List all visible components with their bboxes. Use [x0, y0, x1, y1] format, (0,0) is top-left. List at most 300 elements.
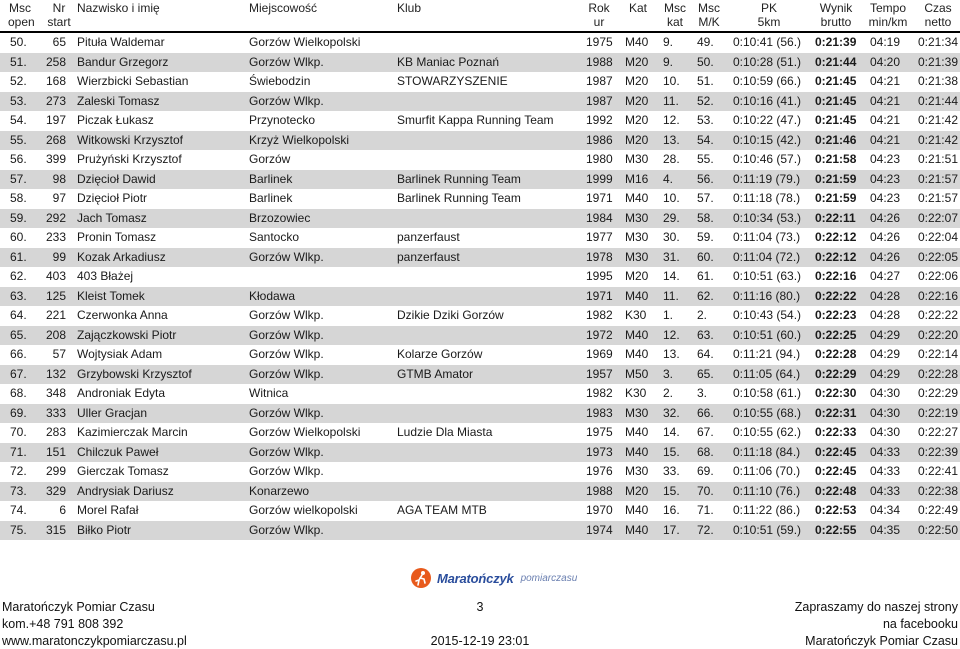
cell-club: Dzikie Dziki Gorzów — [397, 308, 504, 322]
cell-year: 1980 — [586, 152, 613, 166]
cell-year: 1986 — [586, 132, 613, 147]
cell-club: GTMB Amator — [397, 366, 474, 381]
header-pk-5km: PK 5km — [757, 1, 781, 29]
table-row — [0, 365, 960, 385]
cell-place: 51. — [10, 54, 27, 69]
cell-year: 1999 — [586, 171, 613, 186]
cell-cat-place: 2. — [663, 386, 674, 400]
cell-net-time: 0:21:38 — [917, 74, 958, 88]
cell-net-time: 0:22:28 — [917, 366, 958, 381]
header-name: Nazwisko i imię — [77, 1, 160, 15]
table-row — [0, 92, 960, 112]
cell-bib: 168 — [45, 74, 66, 88]
results-table — [0, 33, 960, 540]
cell-place: 56. — [10, 152, 27, 166]
cell-name: Chilczuk Paweł — [77, 444, 159, 459]
cell-club: Barlinek Running Team — [397, 191, 521, 205]
cell-gender-place: 57. — [697, 191, 714, 205]
cell-gender-place: 51. — [697, 74, 714, 88]
cell-cat-place: 10. — [663, 74, 680, 88]
table-row — [0, 267, 960, 287]
cell-cat-place: 11. — [663, 288, 679, 303]
cell-city: Gorzów Wlkp. — [249, 464, 324, 478]
cell-split-5km: 0:10:34 (53.) — [733, 210, 802, 225]
cell-gross-time: 0:22:12 — [815, 249, 857, 264]
cell-place: 71. — [10, 444, 27, 459]
cell-cat-place: 9. — [663, 54, 674, 69]
table-row — [0, 33, 960, 53]
cell-split-5km: 0:10:22 (47.) — [733, 113, 802, 127]
cell-net-time: 0:22:50 — [917, 522, 958, 537]
page-footer — [0, 599, 960, 649]
runner-icon — [410, 567, 432, 589]
cell-year: 1987 — [586, 74, 613, 88]
table-row — [0, 287, 960, 307]
cell-name: Dzięcioł Dawid — [77, 171, 156, 186]
cell-year: 1988 — [586, 483, 613, 498]
cell-net-time: 0:22:05 — [917, 249, 958, 264]
cell-gross-time: 0:22:25 — [815, 327, 857, 342]
cell-pace: 04:21 — [870, 132, 901, 147]
cell-name: Prużyński Krzysztof — [77, 152, 182, 166]
footer-facebook: na facebooku — [882, 617, 958, 631]
cell-city: Gorzów Wlkp. — [249, 444, 324, 459]
footer-phone: kom.+48 791 808 392 — [2, 617, 124, 631]
cell-year: 1972 — [586, 327, 613, 342]
cell-city: Gorzów Wlkp. — [249, 308, 324, 322]
cell-year: 1982 — [586, 308, 613, 322]
table-row — [0, 384, 960, 404]
cell-year: 1987 — [586, 93, 613, 108]
cell-name: Uller Gracjan — [77, 405, 148, 420]
cell-net-time: 0:22:06 — [917, 269, 958, 283]
cell-category: M16 — [625, 171, 649, 186]
cell-bib: 315 — [45, 522, 66, 537]
cell-city: Kłodawa — [249, 288, 296, 303]
cell-pace: 04:33 — [870, 483, 901, 498]
cell-split-5km: 0:11:16 (80.) — [733, 288, 801, 303]
cell-split-5km: 0:10:16 (41.) — [733, 93, 802, 108]
cell-category: M40 — [625, 347, 649, 361]
cell-split-5km: 0:10:51 (60.) — [733, 327, 802, 342]
cell-bib: 299 — [45, 464, 66, 478]
header-msc-open: Msc open — [8, 1, 35, 29]
cell-gender-place: 71. — [697, 503, 714, 517]
cell-net-time: 0:22:16 — [917, 288, 958, 303]
table-header — [0, 0, 960, 30]
table-row — [0, 423, 960, 443]
cell-cat-place: 12. — [663, 327, 680, 342]
cell-cat-place: 28. — [663, 152, 680, 166]
cell-gross-time: 0:21:45 — [815, 113, 857, 127]
cell-net-time: 0:22:39 — [917, 444, 958, 459]
cell-gender-place: 63. — [697, 327, 714, 342]
header-city: Miejscowość — [249, 1, 318, 15]
cell-category: K30 — [625, 386, 647, 400]
cell-place: 70. — [10, 425, 27, 439]
cell-year: 1975 — [586, 425, 613, 439]
cell-gender-place: 53. — [697, 113, 714, 127]
cell-bib: 258 — [45, 54, 66, 69]
cell-gender-place: 70. — [697, 483, 714, 498]
cell-gender-place: 62. — [697, 288, 714, 303]
cell-bib: 348 — [45, 386, 66, 400]
cell-gross-time: 0:21:59 — [815, 171, 857, 186]
cell-gender-place: 54. — [697, 132, 714, 147]
cell-pace: 04:33 — [870, 444, 901, 459]
cell-cat-place: 11. — [663, 93, 679, 108]
cell-gender-place: 2. — [697, 308, 708, 322]
cell-city: Gorzów Wlkp. — [249, 327, 324, 342]
cell-city: Brzozowiec — [249, 210, 311, 225]
cell-bib: 333 — [45, 405, 66, 420]
cell-year: 1992 — [586, 113, 613, 127]
cell-net-time: 0:22:38 — [917, 483, 958, 498]
cell-net-time: 0:21:51 — [917, 152, 958, 166]
cell-bib: 221 — [45, 308, 66, 322]
cell-club: AGA TEAM MTB — [397, 503, 487, 517]
cell-pace: 04:27 — [870, 269, 901, 283]
cell-pace: 04:21 — [870, 93, 901, 108]
cell-pace: 04:29 — [870, 366, 901, 381]
cell-bib: 99 — [52, 249, 66, 264]
cell-gross-time: 0:22:45 — [815, 464, 857, 478]
cell-name: Biłko Piotr — [77, 522, 132, 537]
cell-cat-place: 9. — [663, 35, 674, 49]
cell-gender-place: 64. — [697, 347, 714, 361]
cell-gross-time: 0:22:29 — [815, 366, 857, 381]
cell-net-time: 0:22:19 — [917, 405, 958, 420]
header-tempo: Tempo min/km — [868, 1, 908, 29]
cell-gender-place: 66. — [697, 405, 714, 420]
cell-year: 1957 — [586, 366, 613, 381]
cell-category: M30 — [625, 249, 649, 264]
cell-gender-place: 55. — [697, 152, 714, 166]
cell-pace: 04:28 — [870, 288, 901, 303]
cell-city: Barlinek — [249, 191, 293, 205]
cell-name: 403 Błażej — [77, 269, 134, 283]
cell-place: 62. — [10, 269, 27, 283]
cell-city: Konarzewo — [249, 483, 310, 498]
footer-datetime: 2015-12-19 23:01 — [430, 634, 530, 648]
cell-city: Gorzów Wlkp. — [249, 366, 324, 381]
cell-place: 63. — [10, 288, 27, 303]
cell-city: Gorzów Wlkp. — [249, 249, 324, 264]
cell-name: Czerwonka Anna — [77, 308, 168, 322]
cell-name: Pituła Waldemar — [77, 35, 165, 49]
cell-place: 55. — [10, 132, 27, 147]
table-row — [0, 248, 960, 268]
cell-gender-place: 3. — [697, 386, 708, 400]
cell-split-5km: 0:10:41 (56.) — [733, 35, 802, 49]
cell-pace: 04:23 — [870, 191, 901, 205]
cell-place: 73. — [10, 483, 27, 498]
cell-cat-place: 12. — [663, 113, 680, 127]
table-row — [0, 521, 960, 541]
table-row — [0, 189, 960, 209]
logo-name: Maratończyk — [437, 570, 514, 586]
cell-place: 53. — [10, 93, 27, 108]
cell-place: 66. — [10, 347, 27, 361]
cell-gross-time: 0:22:16 — [815, 269, 857, 283]
cell-category: M40 — [625, 35, 649, 49]
cell-place: 50. — [10, 35, 27, 49]
cell-net-time: 0:21:42 — [917, 113, 958, 127]
cell-category: M40 — [625, 191, 649, 205]
cell-cat-place: 17. — [663, 522, 680, 537]
table-row — [0, 345, 960, 365]
cell-cat-place: 29. — [663, 210, 680, 225]
cell-category: M20 — [625, 54, 649, 69]
cell-place: 58. — [10, 191, 27, 205]
cell-year: 1983 — [586, 405, 613, 420]
cell-name: Jach Tomasz — [77, 210, 147, 225]
cell-place: 64. — [10, 308, 27, 322]
cell-year: 1974 — [586, 522, 613, 537]
cell-cat-place: 31. — [663, 249, 680, 264]
cell-bib: 208 — [45, 327, 66, 342]
cell-gender-place: 72. — [697, 522, 714, 537]
cell-pace: 04:21 — [870, 113, 901, 127]
cell-cat-place: 4. — [663, 171, 674, 186]
cell-gross-time: 0:21:45 — [815, 74, 857, 88]
cell-pace: 04:30 — [870, 425, 901, 439]
cell-cat-place: 13. — [663, 132, 680, 147]
cell-club: KB Maniac Poznań — [397, 54, 500, 69]
cell-name: Grzybowski Krzysztof — [77, 366, 192, 381]
cell-category: M20 — [625, 74, 649, 88]
cell-bib: 233 — [45, 230, 66, 244]
header-wynik: Wynik brutto — [819, 1, 853, 29]
cell-pace: 04:26 — [870, 230, 901, 244]
cell-bib: 399 — [45, 152, 66, 166]
cell-gross-time: 0:22:12 — [815, 230, 857, 244]
cell-bib: 132 — [45, 366, 66, 381]
cell-city: Przynotecko — [249, 113, 316, 127]
cell-bib: 65 — [52, 35, 66, 49]
cell-bib: 57 — [52, 347, 66, 361]
cell-bib: 98 — [52, 171, 66, 186]
cell-name: Pronin Tomasz — [77, 230, 157, 244]
cell-city: Gorzów Wielkopolski — [249, 425, 361, 439]
cell-split-5km: 0:10:15 (42.) — [733, 132, 802, 147]
cell-cat-place: 15. — [663, 444, 680, 459]
cell-gross-time: 0:22:30 — [815, 386, 857, 400]
cell-gender-place: 65. — [697, 366, 714, 381]
cell-place: 75. — [10, 522, 27, 537]
cell-bib: 329 — [45, 483, 66, 498]
cell-gross-time: 0:22:11 — [815, 210, 856, 225]
cell-city: Gorzów Wlkp. — [249, 522, 324, 537]
cell-name: Piczak Łukasz — [77, 113, 154, 127]
cell-city: Barlinek — [249, 171, 293, 186]
cell-city: Gorzów Wlkp. — [249, 405, 324, 420]
cell-category: M20 — [625, 132, 649, 147]
cell-bib: 283 — [45, 425, 66, 439]
header-msc-mk: Msc M/K — [698, 1, 720, 29]
cell-split-5km: 0:11:22 (86.) — [733, 503, 801, 517]
table-row — [0, 72, 960, 92]
cell-cat-place: 10. — [663, 191, 680, 205]
cell-gender-place: 61. — [697, 269, 714, 283]
cell-net-time: 0:22:20 — [917, 327, 958, 342]
cell-net-time: 0:22:22 — [917, 308, 958, 322]
cell-cat-place: 32. — [663, 405, 680, 420]
cell-place: 59. — [10, 210, 27, 225]
table-row — [0, 228, 960, 248]
table-row — [0, 150, 960, 170]
cell-club: STOWARZYSZENIE — [397, 74, 508, 88]
cell-pace: 04:29 — [870, 347, 901, 361]
cell-club: Ludzie Dla Miasta — [397, 425, 493, 439]
cell-split-5km: 0:11:04 (72.) — [733, 249, 801, 264]
cell-split-5km: 0:10:46 (57.) — [733, 152, 802, 166]
cell-year: 1969 — [586, 347, 613, 361]
cell-category: M40 — [625, 503, 649, 517]
cell-net-time: 0:22:27 — [917, 425, 958, 439]
cell-gender-place: 49. — [697, 35, 714, 49]
cell-city: Gorzów wielkopolski — [249, 503, 358, 517]
cell-gender-place: 69. — [697, 464, 714, 478]
cell-city: Krzyż Wielkopolski — [249, 132, 350, 147]
cell-split-5km: 0:11:19 (79.) — [733, 171, 801, 186]
cell-club: Barlinek Running Team — [397, 171, 521, 186]
cell-net-time: 0:21:57 — [917, 191, 958, 205]
cell-pace: 04:35 — [870, 522, 901, 537]
cell-gender-place: 50. — [697, 54, 714, 69]
cell-name: Kozak Arkadiusz — [77, 249, 166, 264]
cell-category: M20 — [625, 93, 649, 108]
cell-category: M30 — [625, 230, 649, 244]
cell-pace: 04:21 — [870, 74, 901, 88]
cell-name: Bandur Grzegorz — [77, 54, 169, 69]
cell-year: 1973 — [586, 444, 613, 459]
cell-cat-place: 15. — [663, 483, 680, 498]
cell-gross-time: 0:22:31 — [815, 405, 857, 420]
cell-category: M30 — [625, 405, 649, 420]
cell-gender-place: 68. — [697, 444, 714, 459]
cell-name: Wojtysiak Adam — [77, 347, 163, 361]
cell-year: 1971 — [586, 191, 613, 205]
table-row — [0, 306, 960, 326]
cell-city: Gorzów Wielkopolski — [249, 35, 361, 49]
cell-gender-place: 60. — [697, 249, 714, 264]
table-row — [0, 501, 960, 521]
cell-year: 1995 — [586, 269, 613, 283]
cell-place: 61. — [10, 249, 27, 264]
cell-net-time: 0:22:29 — [917, 386, 958, 400]
cell-category: M40 — [625, 444, 649, 459]
cell-gross-time: 0:22:28 — [815, 347, 857, 361]
cell-name: Wierzbicki Sebastian — [77, 74, 189, 88]
cell-split-5km: 0:10:51 (59.) — [733, 522, 802, 537]
footer-website[interactable]: www.maratonczykpomiarczasu.pl — [2, 634, 187, 648]
cell-cat-place: 14. — [663, 425, 680, 439]
cell-cat-place: 16. — [663, 503, 680, 517]
cell-bib: 125 — [45, 288, 66, 303]
cell-city: Gorzów — [249, 152, 291, 166]
cell-pace: 04:30 — [870, 405, 901, 420]
cell-pace: 04:33 — [870, 464, 901, 478]
cell-city: Gorzów Wlkp. — [249, 54, 324, 69]
cell-pace: 04:34 — [870, 503, 901, 517]
cell-pace: 04:26 — [870, 249, 901, 264]
cell-net-time: 0:22:41 — [917, 464, 958, 478]
cell-gender-place: 52. — [697, 93, 714, 108]
cell-net-time: 0:21:57 — [917, 171, 958, 186]
cell-city: Świebodzin — [249, 74, 311, 88]
header-kat: Kat — [628, 1, 647, 15]
cell-split-5km: 0:11:10 (76.) — [733, 483, 801, 498]
cell-gross-time: 0:21:44 — [815, 54, 857, 69]
cell-category: M30 — [625, 210, 649, 225]
cell-split-5km: 0:10:58 (61.) — [733, 386, 802, 400]
cell-name: Kazimierczak Marcin — [77, 425, 188, 439]
cell-name: Androniak Edyta — [77, 386, 166, 400]
cell-net-time: 0:22:49 — [917, 503, 958, 517]
header-msc-kat: Msc kat — [664, 1, 686, 29]
cell-place: 54. — [10, 113, 27, 127]
header-czas-netto: Czas netto — [924, 1, 952, 29]
cell-split-5km: 0:10:51 (63.) — [733, 269, 802, 283]
cell-place: 65. — [10, 327, 27, 342]
logo-sub: pomiarczasu — [520, 572, 578, 584]
cell-year: 1976 — [586, 464, 613, 478]
cell-name: Dzięcioł Piotr — [77, 191, 148, 205]
cell-cat-place: 33. — [663, 464, 680, 478]
cell-gender-place: 67. — [697, 425, 714, 439]
cell-year: 1982 — [586, 386, 613, 400]
cell-net-time: 0:21:34 — [917, 35, 958, 49]
cell-category: M20 — [625, 269, 649, 283]
cell-net-time: 0:22:14 — [917, 347, 958, 361]
cell-gross-time: 0:22:23 — [815, 308, 857, 322]
cell-net-time: 0:21:39 — [917, 54, 958, 69]
cell-category: M20 — [625, 483, 649, 498]
cell-cat-place: 14. — [663, 269, 680, 283]
cell-split-5km: 0:10:55 (68.) — [733, 405, 802, 420]
cell-gross-time: 0:22:45 — [815, 444, 857, 459]
table-row — [0, 131, 960, 151]
cell-gross-time: 0:21:45 — [815, 93, 857, 108]
cell-name: Zaleski Tomasz — [77, 93, 160, 108]
cell-place: 60. — [10, 230, 27, 244]
cell-category: M50 — [625, 366, 649, 381]
table-row — [0, 111, 960, 131]
cell-split-5km: 0:11:06 (70.) — [733, 464, 801, 478]
cell-bib: 292 — [45, 210, 66, 225]
cell-net-time: 0:22:07 — [917, 210, 958, 225]
cell-cat-place: 3. — [663, 366, 674, 381]
cell-gender-place: 58. — [697, 210, 714, 225]
maratonczyk-logo — [410, 566, 580, 590]
cell-gender-place: 56. — [697, 171, 714, 186]
cell-split-5km: 0:10:28 (51.) — [733, 54, 802, 69]
cell-year: 1984 — [586, 210, 613, 225]
cell-gender-place: 59. — [697, 230, 714, 244]
cell-gross-time: 0:22:53 — [815, 503, 857, 517]
cell-city: Gorzów Wlkp. — [249, 93, 324, 108]
cell-gross-time: 0:22:55 — [815, 522, 857, 537]
cell-year: 1970 — [586, 503, 613, 517]
cell-place: 72. — [10, 464, 27, 478]
cell-name: Andrysiak Dariusz — [77, 483, 174, 498]
cell-name: Morel Rafał — [77, 503, 139, 517]
cell-category: M30 — [625, 464, 649, 478]
cell-pace: 04:23 — [870, 152, 901, 166]
cell-club: Kolarze Gorzów — [397, 347, 483, 361]
cell-category: M40 — [625, 327, 649, 342]
